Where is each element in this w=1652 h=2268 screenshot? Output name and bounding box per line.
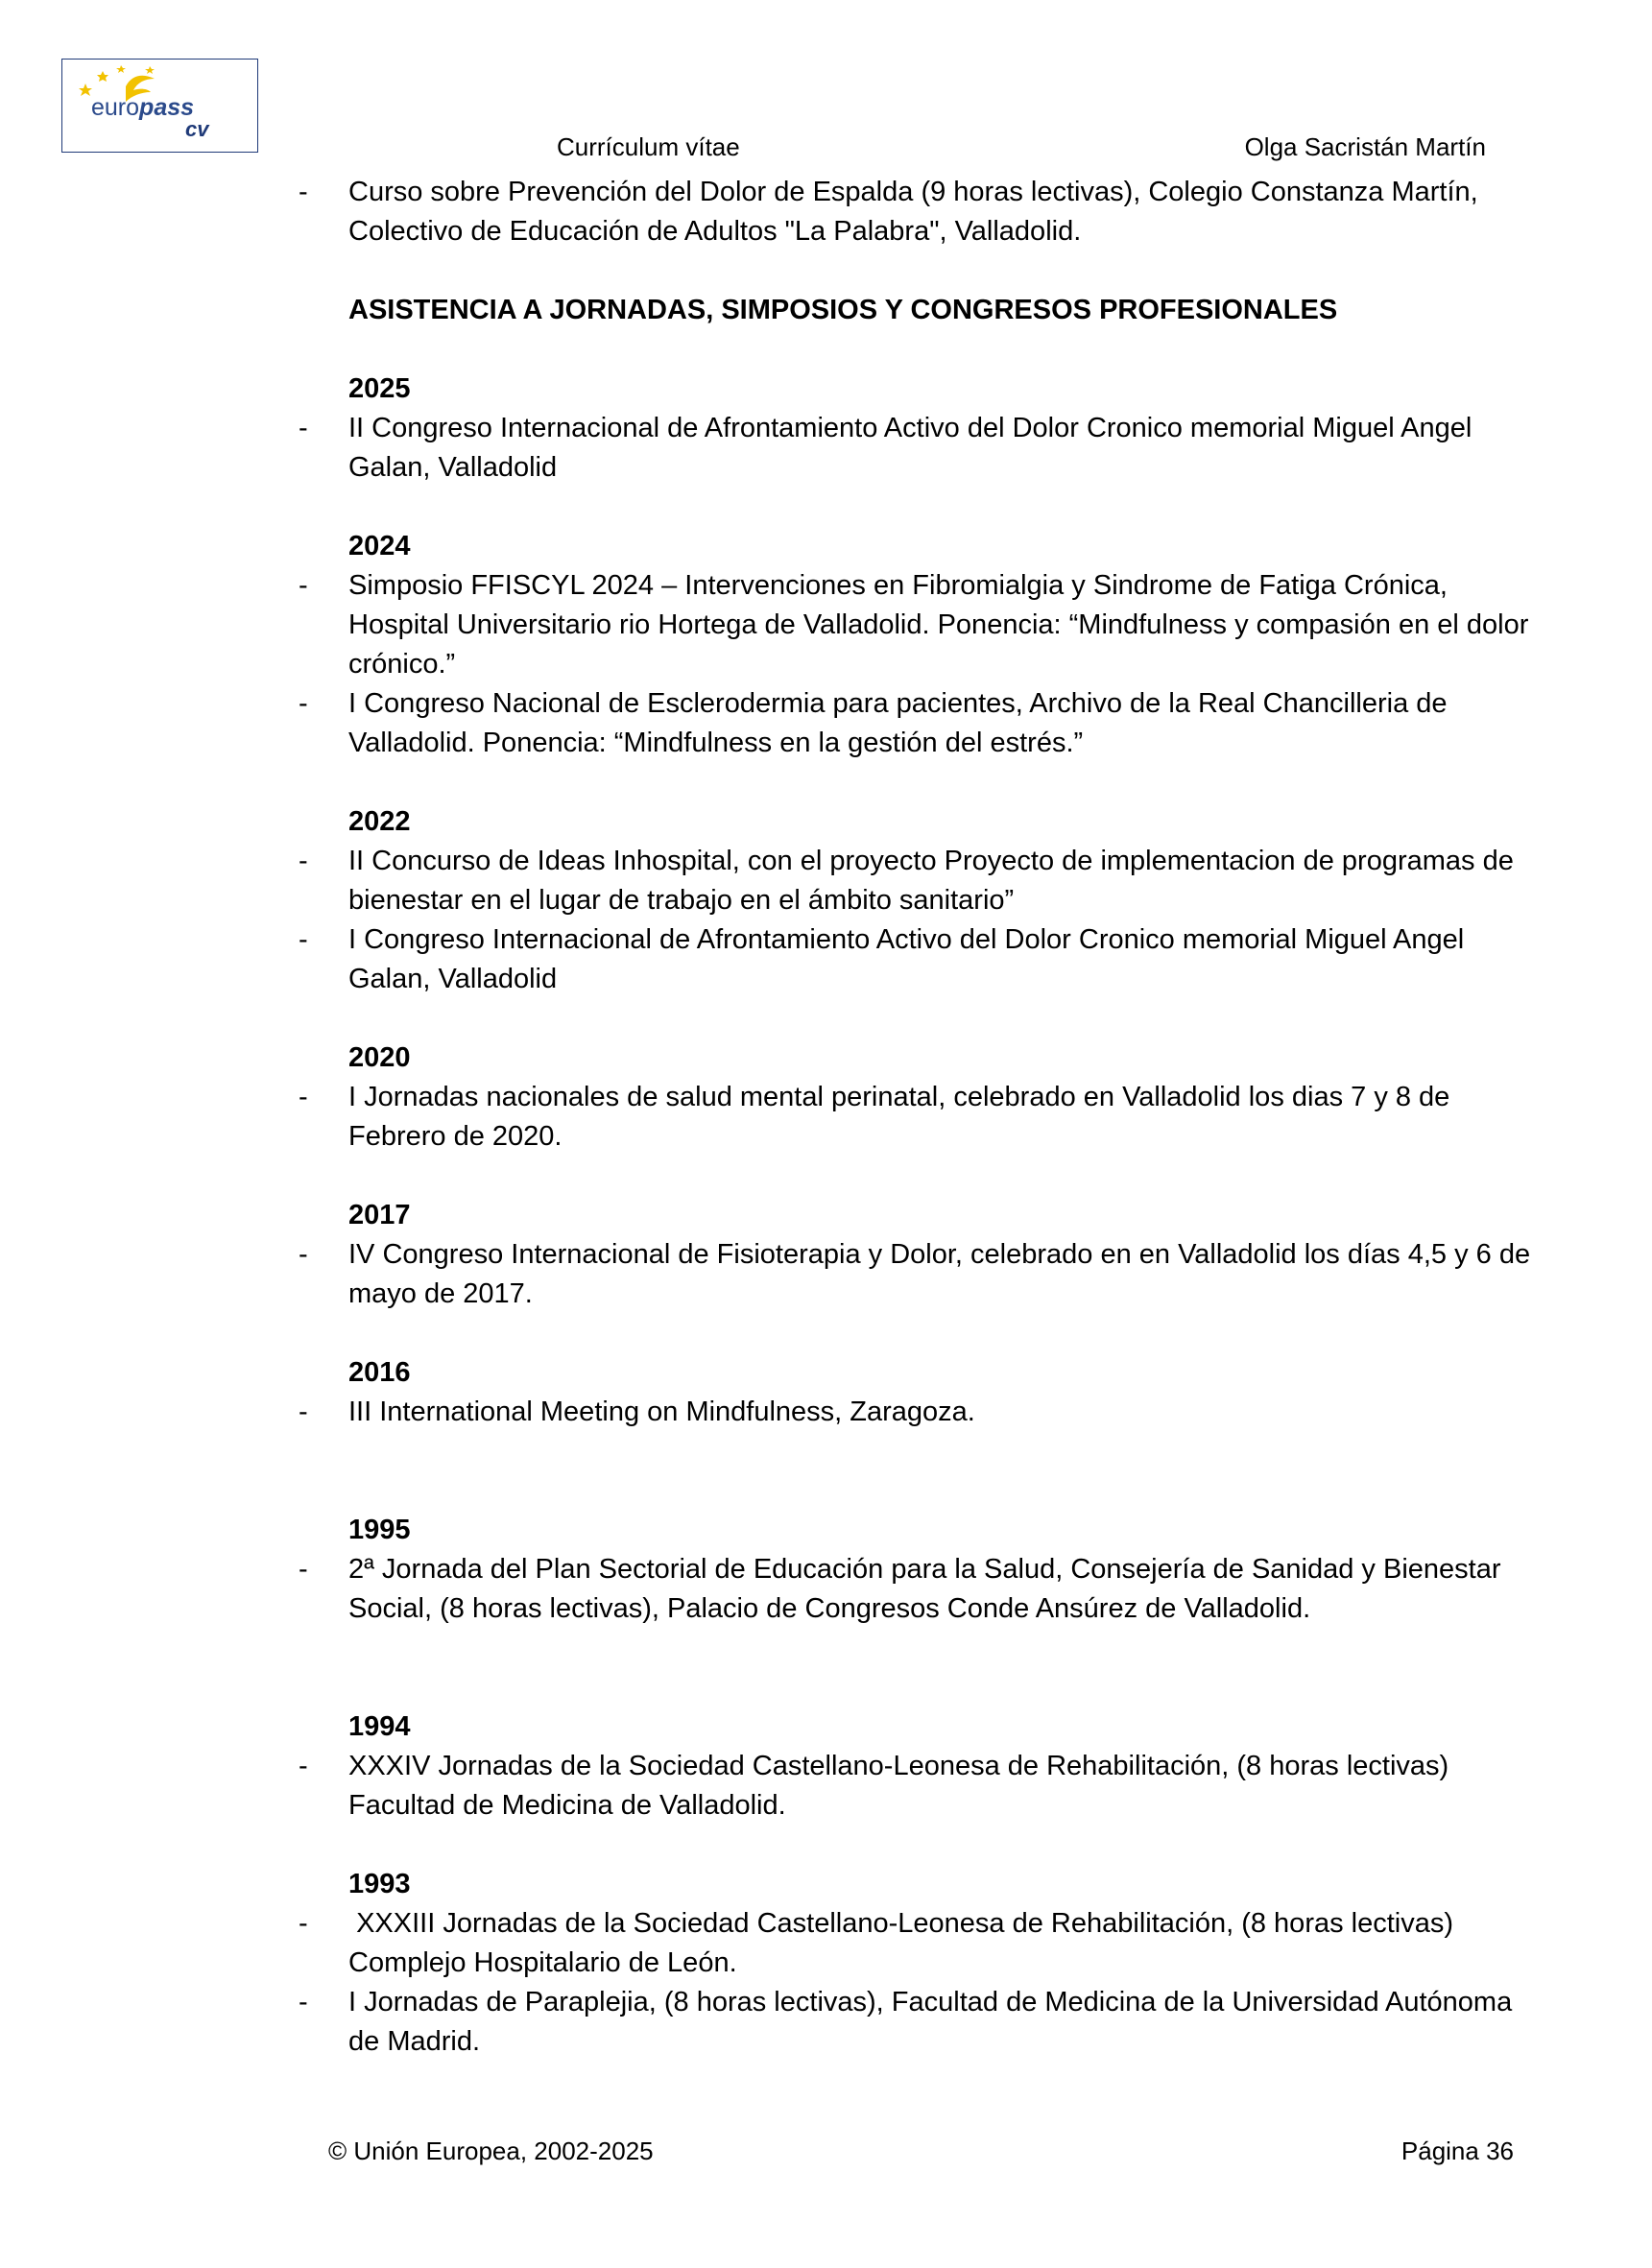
list-dash: -: [299, 570, 308, 601]
list-item: [0, 1983, 1652, 2062]
list-dash: -: [299, 1554, 308, 1585]
list-dash: -: [299, 1751, 308, 1781]
list-item: [0, 1550, 1652, 1629]
year-heading: 2017: [348, 1200, 411, 1230]
footer-page-number: Página 36: [1401, 2137, 1514, 2165]
list-item: [0, 684, 1652, 763]
list-item: [0, 842, 1652, 920]
footer-copyright: © Unión Europea, 2002-2025: [328, 2137, 654, 2165]
list-item-text: XXXIV Jornadas de la Sociedad Castellano-Leonesa de Rehabilitación, (8 horas lectivas) Facultad de Medicina de Valladolid.: [348, 1751, 1449, 1821]
year-heading: 2024: [348, 531, 411, 561]
list-item: [0, 1235, 1652, 1314]
list-dash: -: [299, 1987, 308, 2017]
year-heading: 1995: [348, 1515, 411, 1545]
list-item: [0, 920, 1652, 999]
list-item-text: I Jornadas nacionales de salud mental perinatal, celebrado en Valladolid los dias 7 y 8 de Febrero de 2020.: [348, 1082, 1450, 1152]
list-item-text: Simposio FFISCYL 2024 – Intervenciones en Fibromialgia y Sindrome de Fatiga Crónica, Hospital Universitario rio Hortega de Valladolid. Ponencia: “Mindfulness y compasión en el dolor crónico.”: [348, 570, 1529, 680]
list-item: [0, 173, 1652, 251]
list-item-text: IV Congreso Internacional de Fisioterapia y Dolor, celebrado en en Valladolid los días 4,5 y 6 de mayo de 2017.: [348, 1239, 1531, 1309]
year-heading: 2025: [348, 373, 411, 404]
list-item: [0, 1078, 1652, 1157]
list-item: [0, 409, 1652, 488]
list-dash: -: [299, 846, 308, 876]
list-dash: -: [299, 924, 308, 955]
list-item: [0, 1904, 1652, 1983]
list-dash: -: [299, 1082, 308, 1112]
list-item-text: II Congreso Internacional de Afrontamiento Activo del Dolor Cronico memorial Miguel Angel Galan, Valladolid: [348, 413, 1472, 483]
list-dash: -: [299, 1908, 308, 1939]
list-dash: -: [299, 177, 308, 207]
list-item-text: 2ª Jornada del Plan Sectorial de Educación para la Salud, Consejería de Sanidad y Bienestar Social, (8 horas lectivas), Palacio de Congresos Conde Ansúrez de Valladolid.: [348, 1554, 1501, 1624]
document-body: [0, 173, 1652, 2062]
year-heading: 2020: [348, 1042, 411, 1073]
year-heading: 2022: [348, 806, 411, 837]
year-heading: 2016: [348, 1357, 411, 1388]
list-item-text: III International Meeting on Mindfulness, Zaragoza.: [348, 1397, 975, 1427]
header-document-type: Currículum vítae: [557, 132, 740, 161]
list-item-text: I Congreso Nacional de Esclerodermia para pacientes, Archivo de la Real Chancilleria de Valladolid. Ponencia: “Mindfulness en la gestión del estrés.”: [348, 688, 1448, 758]
europass-logo: [61, 59, 258, 153]
list-item: [0, 1393, 1652, 1432]
list-dash: -: [299, 688, 308, 719]
list-item: [0, 566, 1652, 684]
list-item: [0, 1747, 1652, 1826]
header-author-name: Olga Sacristán Martín: [1244, 132, 1486, 161]
list-item-text: I Congreso Internacional de Afrontamiento Activo del Dolor Cronico memorial Miguel Angel Galan, Valladolid: [348, 924, 1465, 994]
list-item-text: XXXIII Jornadas de la Sociedad Castellano-Leonesa de Rehabilitación, (8 horas lectivas) Complejo Hospitalario de León.: [348, 1908, 1462, 1978]
list-dash: -: [299, 1397, 308, 1427]
year-heading: 1994: [348, 1711, 411, 1742]
list-item-text: II Concurso de Ideas Inhospital, con el proyecto Proyecto de implementacion de programas de bienestar en el lugar de trabajo en el ámbito sanitario”: [348, 846, 1514, 916]
europass-cv-mark: cv: [185, 117, 209, 141]
list-dash: -: [299, 1239, 308, 1270]
list-item-text: I Jornadas de Paraplejia, (8 horas lectivas), Facultad de Medicina de la Universidad Autónoma de Madrid.: [348, 1987, 1513, 2057]
section-title: ASISTENCIA A JORNADAS, SIMPOSIOS Y CONGRESOS PROFESIONALES: [348, 295, 1338, 325]
list-item-text: Curso sobre Prevención del Dolor de Espalda (9 horas lectivas), Colegio Constanza Martín, Colectivo de Educación de Adultos "La Palabra", Valladolid.: [348, 177, 1478, 247]
year-heading: 1993: [348, 1869, 411, 1899]
list-dash: -: [299, 413, 308, 443]
europass-wordmark: europass: [91, 94, 195, 121]
